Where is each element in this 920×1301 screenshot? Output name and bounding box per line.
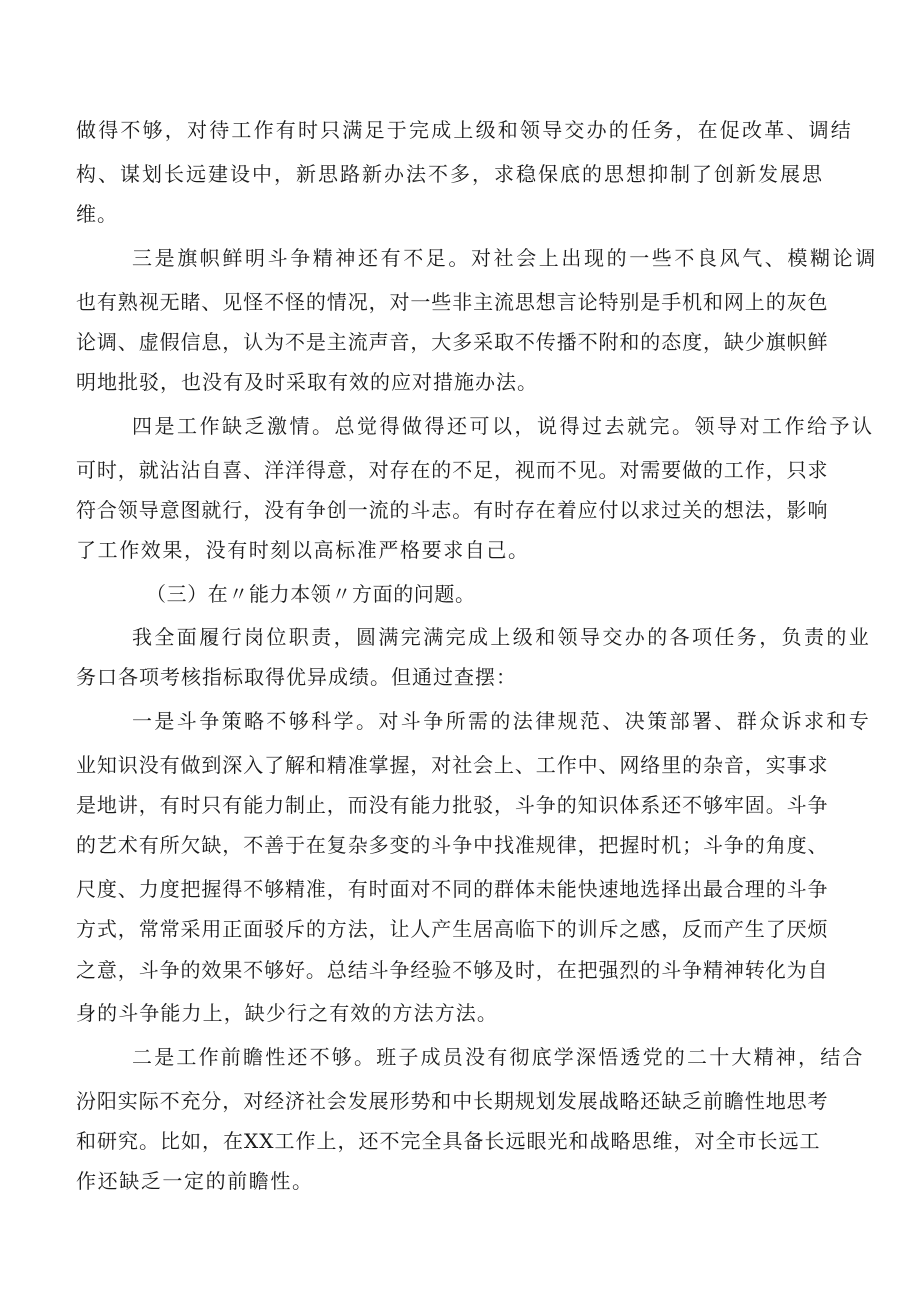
text-line: 身的斗争能力上，缺少行之有效的方法方法。 xyxy=(76,1001,498,1025)
text-line: 论调、虚假信息，认为不是主流声音，大多采取不传播不附和的态度，缺少旗帜鲜 xyxy=(76,330,829,354)
text-line: 之意，斗争的效果不够好。总结斗争经验不够及时，在把强烈的斗争精神转化为自 xyxy=(76,958,829,982)
paragraph-first-line: 一是斗争策略不够科学。对斗争所需的法律规范、决策部署、群众诉求和专 xyxy=(132,709,872,733)
paragraph-first-line: 我全面履行岗位职责，圆满完满完成上级和领导交办的各项任务，负责的业 xyxy=(132,625,872,649)
section-heading: （三）在〃能力本领〃方面的问题。 xyxy=(146,582,476,606)
text-line: 汾阳实际不充分，对经济社会发展形势和中长期规划发展战略还缺乏前瞻性地思考 xyxy=(76,1089,829,1113)
text-line: 可时，就沾沾自喜、洋洋得意，对存在的不足，视而不见。对需要做的工作，只求 xyxy=(76,458,829,482)
text-line: 作还缺乏一定的前瞻性。 xyxy=(76,1169,314,1193)
text-line: 方式，常常采用正面驳斥的方法，让人产生居高临下的训斥之感，反而产生了厌烦 xyxy=(76,917,829,941)
text-line: 构、谋划长远建设中，新思路新办法不多，求稳保底的思想抑制了创新发展思 xyxy=(76,162,824,186)
text-line: 符合领导意图就行，没有争创一流的斗志。有时存在着应付以求过关的想法，影响 xyxy=(76,498,829,522)
text-line: 和研究。比如，在XX工作上，还不完全具备长远眼光和战略思维，对全市长远工 xyxy=(76,1129,821,1153)
text-line: 维。 xyxy=(76,202,118,226)
text-line: 是地讲，有时只有能力制止，而没有能力批驳，斗争的知识体系还不够牢固。斗争 xyxy=(76,793,829,817)
text-line: 做得不够，对待工作有时只满足于完成上级和领导交办的任务，在促改革、调结 xyxy=(76,118,853,142)
text-line: 的艺术有所欠缺，不善于在复杂多变的斗争中找准规律，把握时机；斗争的角度、 xyxy=(76,833,829,857)
text-line: 尺度、力度把握得不够精准，有时面对不同的群体未能快速地选择出最合理的斗争 xyxy=(76,877,829,901)
paragraph-first-line: 四是工作缺乏激情。总觉得做得还可以，说得过去就完。领导对工作给予认 xyxy=(132,414,875,438)
text-line: 业知识没有做到深入了解和精准掌握，对社会上、工作中、网络里的杂音，实事求 xyxy=(76,753,829,777)
paragraph-first-line: 二是工作前瞻性还不够。班子成员没有彻底学深悟透党的二十大精神，结合 xyxy=(132,1045,865,1069)
text-line: 了工作效果，没有时刻以高标准严格要求自己。 xyxy=(76,538,530,562)
paragraph-first-line: 三是旗帜鲜明斗争精神还有不足。对社会上出现的一些不良风气、模糊论调 xyxy=(132,246,878,270)
text-line: 务口各项考核指标取得优异成绩。但通过查摆： xyxy=(76,665,517,689)
text-line: 也有熟视无睹、见怪不怪的情况，对一些非主流思想言论特别是手机和网上的灰色 xyxy=(76,290,829,314)
text-line: 明地批驳，也没有及时采取有效的应对措施办法。 xyxy=(76,370,538,394)
